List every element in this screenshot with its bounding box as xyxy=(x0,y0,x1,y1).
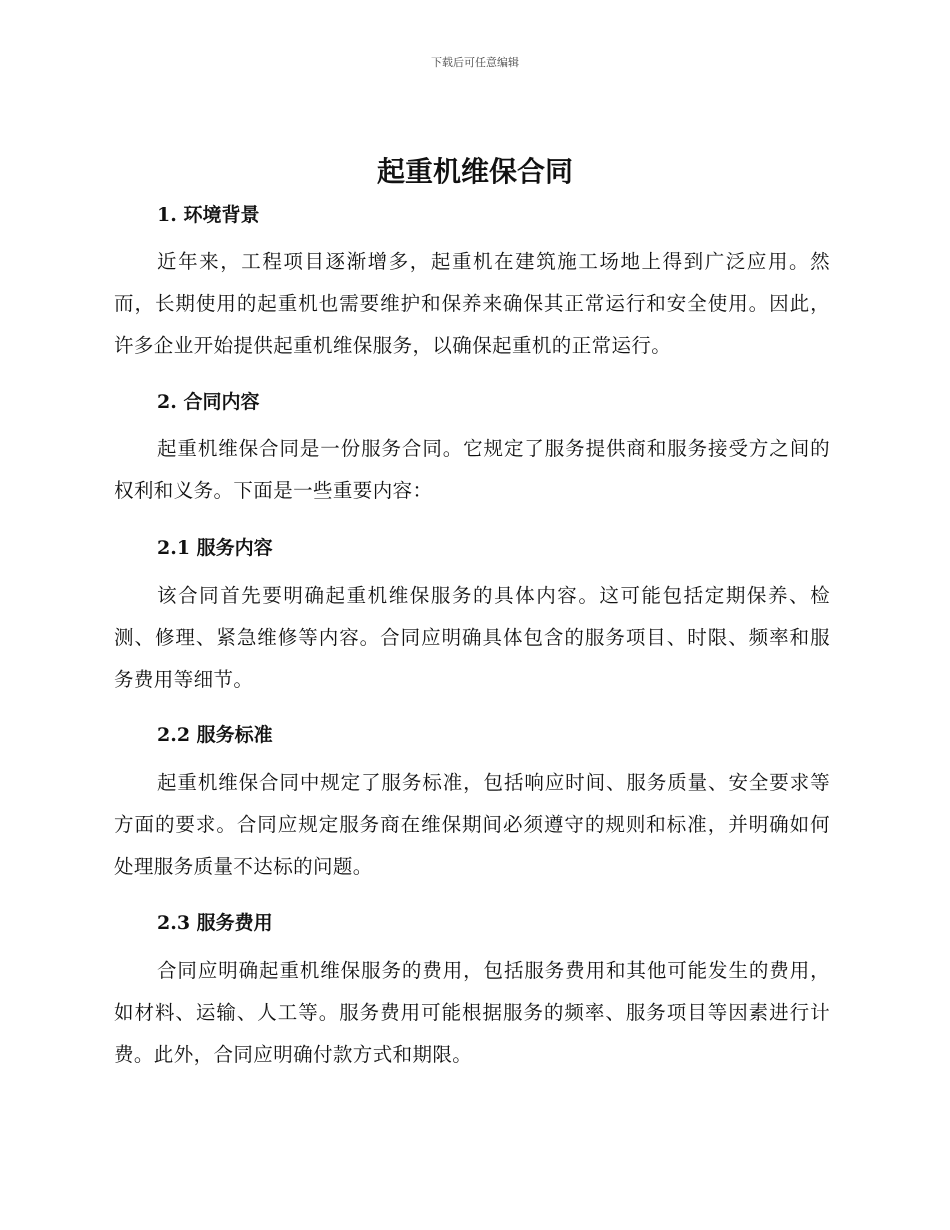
section-heading-service-content: 2.1 服务内容 xyxy=(157,537,273,559)
section-paragraph-service-standard: 起重机维保合同中规定了服务标准，包括响应时间、服务质量、安全要求等方面的要求。合同应规定服务商在维保期间必须遵守的规则和标准，并明确如何处理服务质量不达标的问题。 xyxy=(114,771,830,878)
section-heading-contract-content: 2. 合同内容 xyxy=(157,391,260,413)
section-paragraph-background: 近年来，工程项目逐渐增多，起重机在建筑施工场地上得到广泛应用。然而，长期使用的起重机也需要维护和保养来确保其正常运行和安全使用。因此，许多企业开始提供起重机维保服务，以确保起重机的正常运行。 xyxy=(114,250,830,357)
section-paragraph-service-fees: 合同应明确起重机维保服务的费用，包括服务费用和其他可能发生的费用，如材料、运输、人工等。服务费用可能根据服务的频率、服务项目等因素进行计费。此外，合同应明确付款方式和期限。 xyxy=(114,959,830,1066)
section-paragraph-contract-content: 起重机维保合同是一份服务合同。它规定了服务提供商和服务接受方之间的权利和义务。下面是一些重要内容： xyxy=(114,437,830,502)
document-title: 起重机维保合同 xyxy=(376,155,573,188)
section-heading-background: 1. 环境背景 xyxy=(157,204,260,226)
section-heading-service-standard: 2.2 服务标准 xyxy=(157,724,273,746)
section-paragraph-service-content: 该合同首先要明确起重机维保服务的具体内容。这可能包括定期保养、检测、修理、紧急维修等内容。合同应明确具体包含的服务项目、时限、频率和服务费用等细节。 xyxy=(114,584,830,691)
page-header-note: 下载后可任意编辑 xyxy=(431,56,519,69)
section-heading-service-fees: 2.3 服务费用 xyxy=(157,912,273,934)
